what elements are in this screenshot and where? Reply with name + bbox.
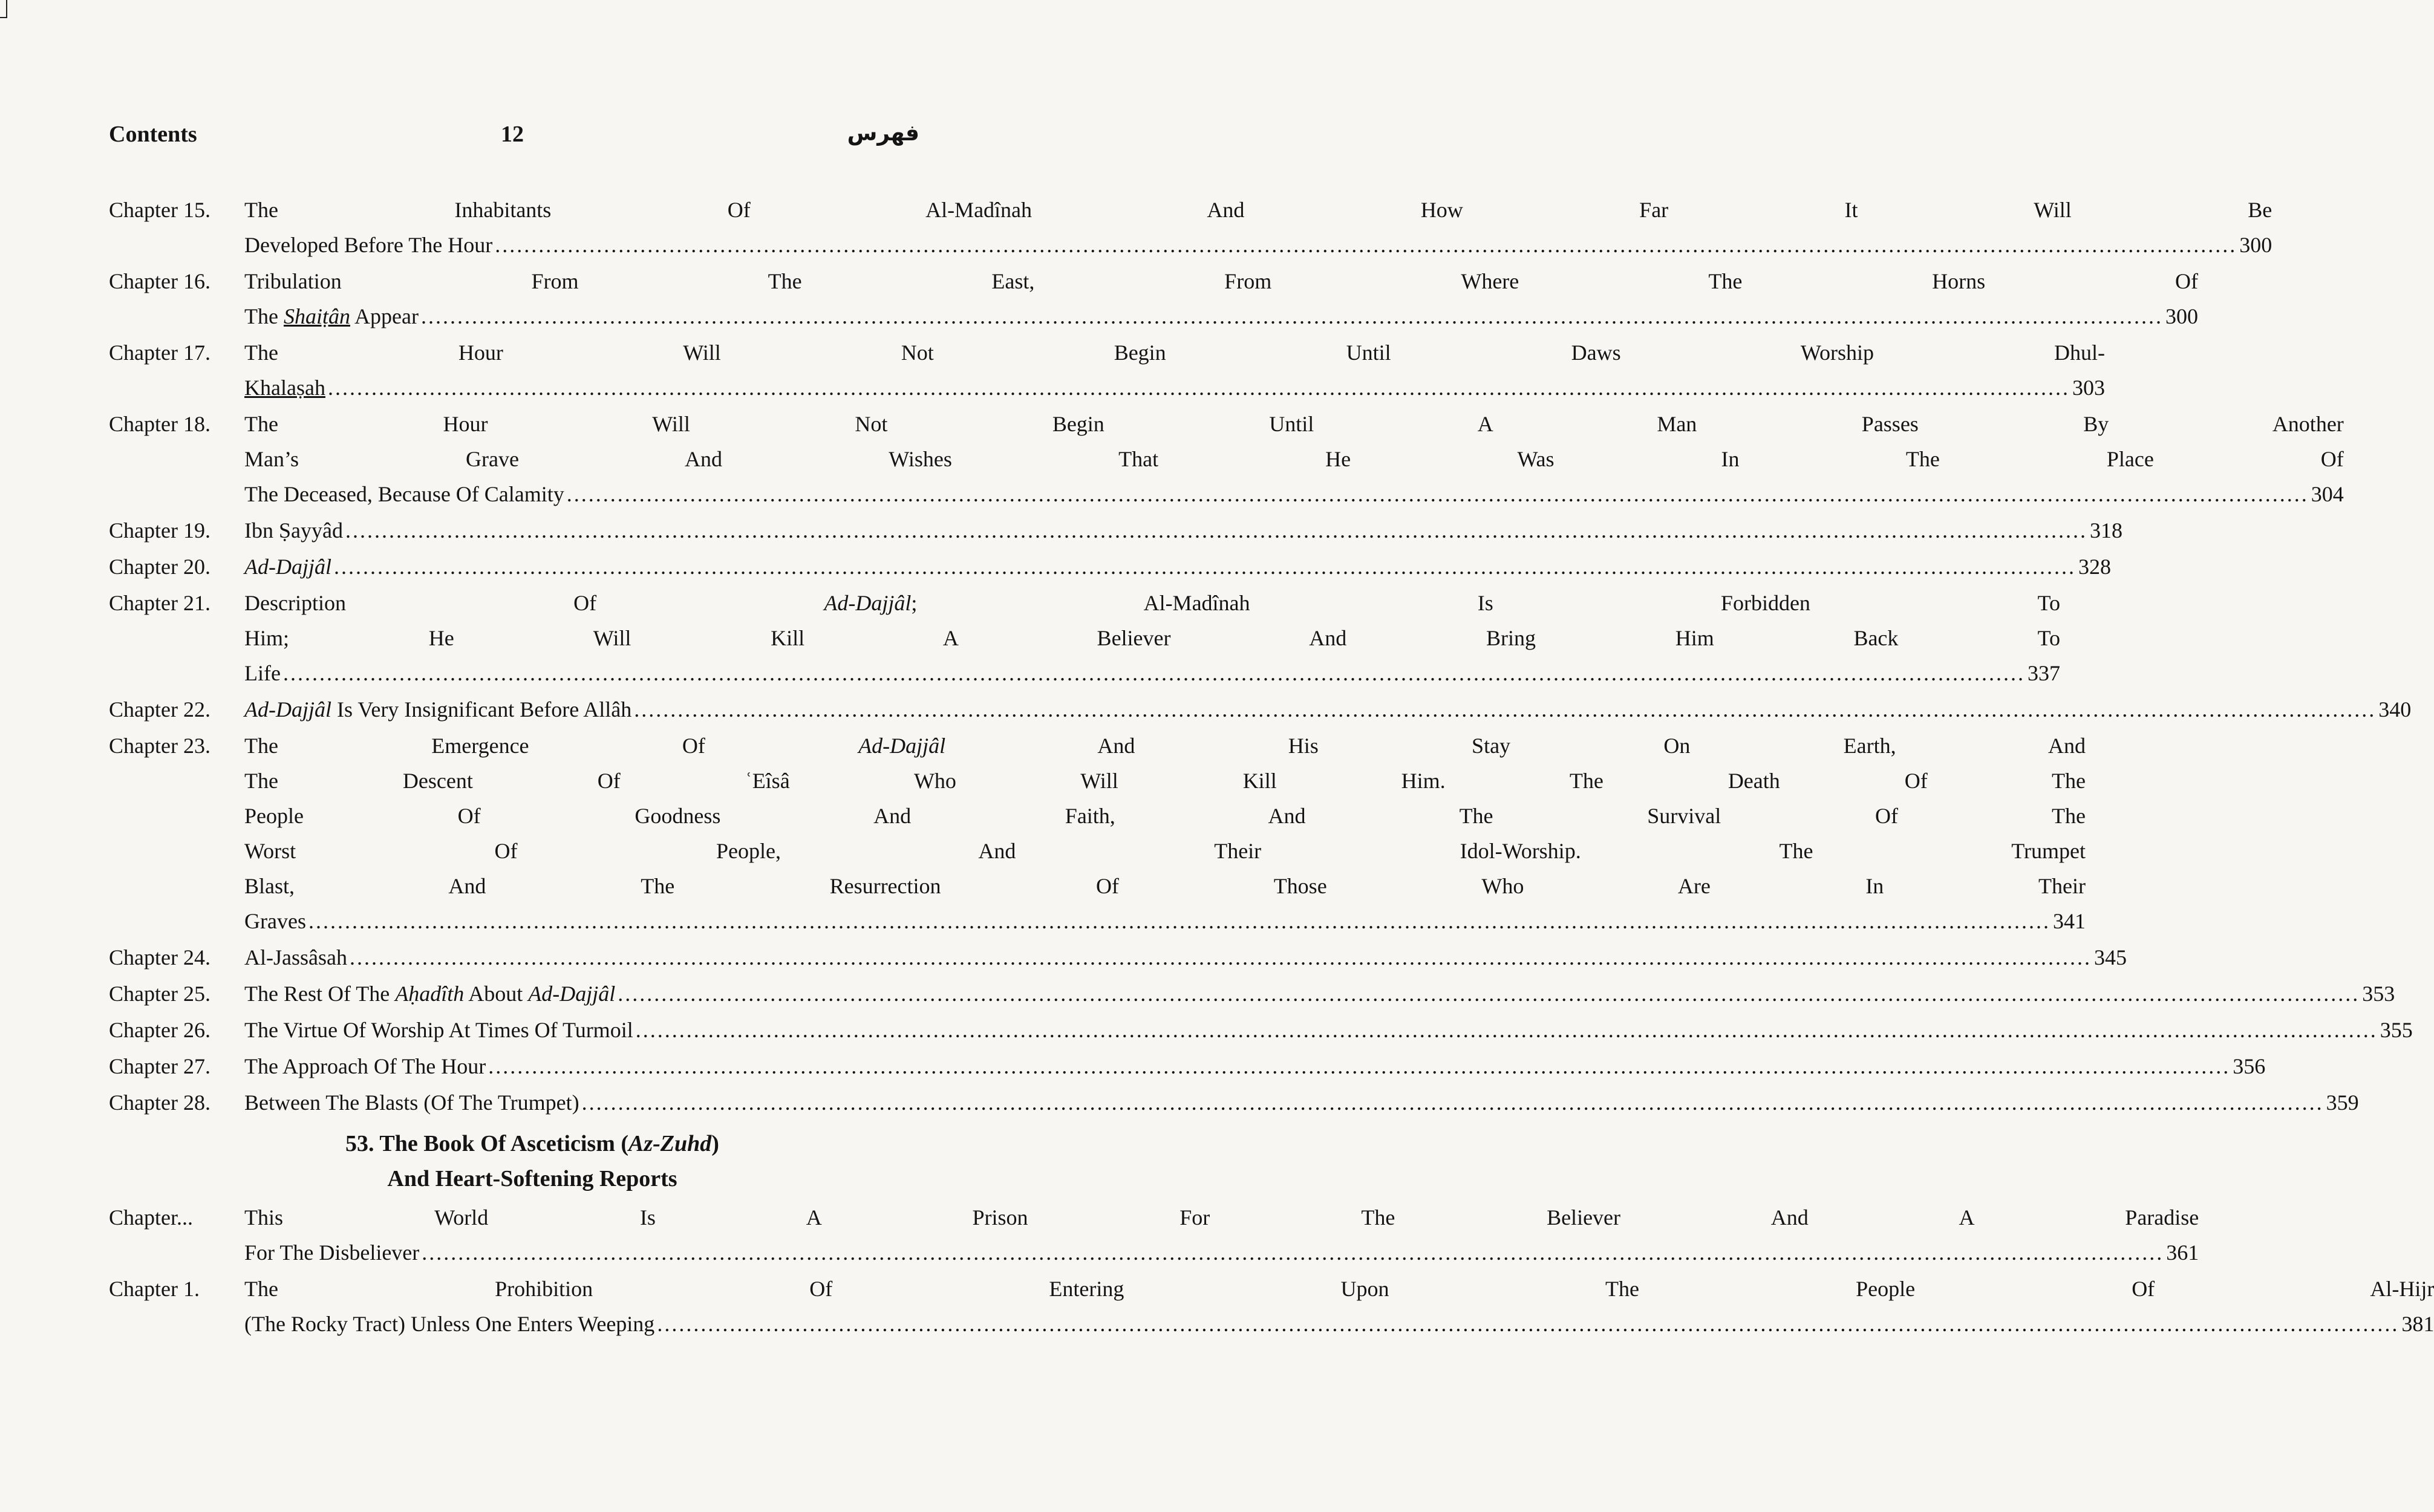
page-ref: 345 xyxy=(2093,945,2127,969)
title-italic: Aḥadîth xyxy=(395,982,465,1006)
chapter-title xyxy=(244,549,2111,584)
title-line: Man’s Grave And Wishes That He Was In The Place Of xyxy=(244,447,2344,471)
dot-leader xyxy=(421,299,2163,334)
dot-leader xyxy=(308,904,2051,939)
chapter-title xyxy=(244,335,2105,405)
title-text: Appear xyxy=(350,304,419,328)
title-text: ; Al-Madînah Is Forbidden To xyxy=(911,591,2060,615)
title-line: Him; He Will Kill A Believer And Bring Him Back To xyxy=(244,626,2060,650)
title-text: The Rest Of The xyxy=(244,982,396,1006)
title-italic: Ad-Dajjâl xyxy=(244,555,331,579)
toc-entry xyxy=(109,692,2412,727)
title-line: The Hour Will Not Begin Until Daws Worship Dhul- xyxy=(244,341,2105,365)
page-number: 12 xyxy=(501,122,524,147)
header-contents-label: Contents xyxy=(109,122,197,147)
page-ref: 337 xyxy=(2027,661,2060,685)
title-leader-line xyxy=(244,904,2086,939)
title-line: Graves xyxy=(244,909,306,933)
title-line: Al-Jassâsah xyxy=(244,945,347,969)
chapter-label: Chapter 20. xyxy=(109,555,210,579)
chapter-label: Chapter 19. xyxy=(109,518,210,543)
title-italic: Ad-Dajjâl xyxy=(824,591,912,615)
title-line: Developed Before The Hour xyxy=(244,233,493,257)
chapter-label: Chapter 26. xyxy=(109,1018,210,1042)
title-line: The Hour Will Not Begin Until A Man Passes By Another xyxy=(244,412,2344,436)
chapter-title xyxy=(244,264,2198,334)
toc-entry xyxy=(109,406,2344,512)
chapter-label: Chapter 22. xyxy=(109,697,210,722)
crop-mark xyxy=(0,0,7,18)
toc-entry xyxy=(109,192,2272,262)
dot-leader xyxy=(283,656,2025,691)
page-header xyxy=(109,121,919,157)
chapter-title xyxy=(244,976,2395,1011)
chapter-title xyxy=(244,1085,2359,1120)
dot-leader xyxy=(328,370,2070,405)
title-line: (The Rocky Tract) Unless One Enters Weeping xyxy=(244,1312,655,1336)
toc-entry xyxy=(109,1200,2199,1270)
toc-entry xyxy=(109,264,2198,334)
chapter-label: Chapter 25. xyxy=(109,982,210,1006)
page-ref: 303 xyxy=(2072,376,2105,400)
chapter-title xyxy=(244,1049,2265,1084)
page-ref: 359 xyxy=(2326,1090,2359,1115)
page-ref: 328 xyxy=(2078,555,2111,579)
chapter-label: Chapter 15. xyxy=(109,198,210,222)
section-heading-line: And Heart-Softening Reports xyxy=(387,1166,677,1191)
dot-leader xyxy=(636,1012,2378,1048)
title-leader-line xyxy=(244,1085,2359,1120)
title-italic: Ad-Dajjâl xyxy=(244,697,331,722)
toc-entry xyxy=(109,513,2122,548)
title-line: The Virtue Of Worship At Times Of Turmoil xyxy=(244,1018,633,1042)
toc-entry xyxy=(109,1271,2434,1341)
page-ref: 355 xyxy=(2380,1018,2413,1042)
chapter-title xyxy=(244,728,2086,939)
title-leader-line xyxy=(244,227,2272,262)
toc-entry xyxy=(109,335,2105,405)
title-line: For The Disbeliever xyxy=(244,1240,420,1265)
toc-entry xyxy=(109,549,2111,584)
title-text: Description Of xyxy=(244,591,824,615)
title-line: The Descent Of ʿEîsâ Who Will Kill Him. The Death Of The xyxy=(244,769,2086,793)
toc-entry xyxy=(109,728,2086,939)
header-arabic-label: فهرس xyxy=(847,121,919,146)
page-ref: 381 xyxy=(2401,1312,2434,1336)
title-italic: Ad-Dajjâl xyxy=(528,982,616,1006)
title-line: The Inhabitants Of Al-Madînah And How Far It Will Be xyxy=(244,198,2272,222)
title-leader-line xyxy=(244,1235,2199,1270)
page-ref: 356 xyxy=(2233,1054,2266,1078)
page-ref: 300 xyxy=(2165,304,2198,328)
title-leader-line xyxy=(244,299,2198,334)
toc-entry xyxy=(109,585,2060,691)
title-leader-line xyxy=(244,477,2344,512)
title-text: The Emergence Of xyxy=(244,734,859,758)
dot-leader xyxy=(495,227,2237,262)
chapter-title xyxy=(244,1012,2413,1048)
title-leader-line xyxy=(244,1012,2413,1048)
title-leader-line xyxy=(244,692,2411,727)
title-line: This World Is A Prison For The Believer And A Paradise xyxy=(244,1205,2199,1230)
title-line: The Deceased, Because Of Calamity xyxy=(244,482,564,506)
chapter-title xyxy=(244,513,2122,548)
dot-leader xyxy=(334,549,2076,584)
title-line: The Prohibition Of Entering Upon The People Of Al-Hijr xyxy=(244,1277,2434,1301)
title-text: Is Very Insignificant Before Allâh xyxy=(331,697,632,722)
chapter-label: Chapter 27. xyxy=(109,1054,210,1078)
dot-leader xyxy=(350,940,2092,975)
title-line: Blast, And The Resurrection Of Those Who Are In Their xyxy=(244,874,2086,898)
title-line: The Approach Of The Hour xyxy=(244,1054,486,1078)
chapter-title xyxy=(244,192,2272,262)
title-line: Khalaṣah xyxy=(244,376,325,400)
page-ref: 340 xyxy=(2378,697,2412,722)
table-of-contents xyxy=(109,192,2434,1343)
chapter-label: Chapter 28. xyxy=(109,1090,210,1115)
chapter-label: Chapter 21. xyxy=(109,591,210,615)
title-line: Ibn Ṣayyâd xyxy=(244,518,343,543)
title-leader-line xyxy=(244,940,2127,975)
page-ref: 318 xyxy=(2089,518,2122,543)
title-line: Life xyxy=(244,661,281,685)
chapter-title xyxy=(244,692,2411,727)
chapter-label: Chapter 24. xyxy=(109,945,210,969)
page-ref: 361 xyxy=(2166,1240,2199,1265)
chapter-label: Chapter 16. xyxy=(109,269,210,293)
toc-entry xyxy=(109,1049,2266,1084)
title-leader-line xyxy=(244,1049,2265,1084)
dot-leader xyxy=(634,692,2376,727)
title-line: Tribulation From The East, From Where The Horns Of xyxy=(244,269,2198,293)
title-line: Worst Of People, And Their Idol-Worship. The Trumpet xyxy=(244,839,2086,863)
title-text: And His Stay On Earth, And xyxy=(945,734,2086,758)
title-italic: Ad-Dajjâl xyxy=(858,734,946,758)
page-ref: 353 xyxy=(2362,982,2395,1006)
chapter-title xyxy=(244,1271,2434,1341)
dot-leader xyxy=(582,1085,2324,1120)
title-line xyxy=(244,728,2086,763)
section-title-text: 53. The Book Of Asceticism ( xyxy=(345,1131,628,1156)
chapter-label: Chapter 18. xyxy=(109,412,210,436)
title-leader-line xyxy=(244,1306,2434,1341)
dot-leader xyxy=(618,976,2360,1011)
title-line: People Of Goodness And Faith, And The Survival Of The xyxy=(244,804,2086,828)
title-italic: Shaiṭân xyxy=(283,304,350,328)
chapter-label: Chapter 1. xyxy=(109,1277,200,1301)
toc-entry xyxy=(109,1012,2413,1048)
chapter-title xyxy=(244,585,2060,691)
chapter-label: Chapter 17. xyxy=(109,341,210,365)
title-text: About xyxy=(464,982,529,1006)
title-leader-line xyxy=(244,549,2111,584)
book-section-heading xyxy=(109,1126,919,1196)
dot-leader xyxy=(422,1235,2164,1270)
toc-entry xyxy=(109,1085,2359,1120)
dot-leader xyxy=(345,513,2087,548)
section-heading-line xyxy=(145,1126,919,1161)
chapter-title xyxy=(244,406,2344,512)
section-title-italic: Az-Zuhd xyxy=(628,1131,712,1156)
title-leader-line xyxy=(244,513,2122,548)
chapter-title xyxy=(244,940,2127,975)
title-text: The xyxy=(244,304,284,328)
page-ref: 341 xyxy=(2052,909,2086,933)
toc-entry xyxy=(109,940,2127,975)
dot-leader xyxy=(567,477,2309,512)
chapter-label: Chapter 23. xyxy=(109,734,210,758)
title-leader-line xyxy=(244,976,2395,1011)
chapter-title xyxy=(244,1200,2199,1270)
section-title-text: ) xyxy=(711,1131,719,1156)
title-line: Between The Blasts (Of The Trumpet) xyxy=(244,1090,579,1115)
chapter-label: Chapter... xyxy=(109,1205,193,1230)
title-line xyxy=(244,585,2060,621)
dot-leader xyxy=(488,1049,2230,1084)
toc-entry xyxy=(109,976,2395,1011)
page-ref: 304 xyxy=(2311,482,2344,506)
dot-leader xyxy=(657,1306,2399,1341)
title-leader-line xyxy=(244,656,2060,691)
page-ref: 300 xyxy=(2239,233,2272,257)
title-leader-line xyxy=(244,370,2105,405)
